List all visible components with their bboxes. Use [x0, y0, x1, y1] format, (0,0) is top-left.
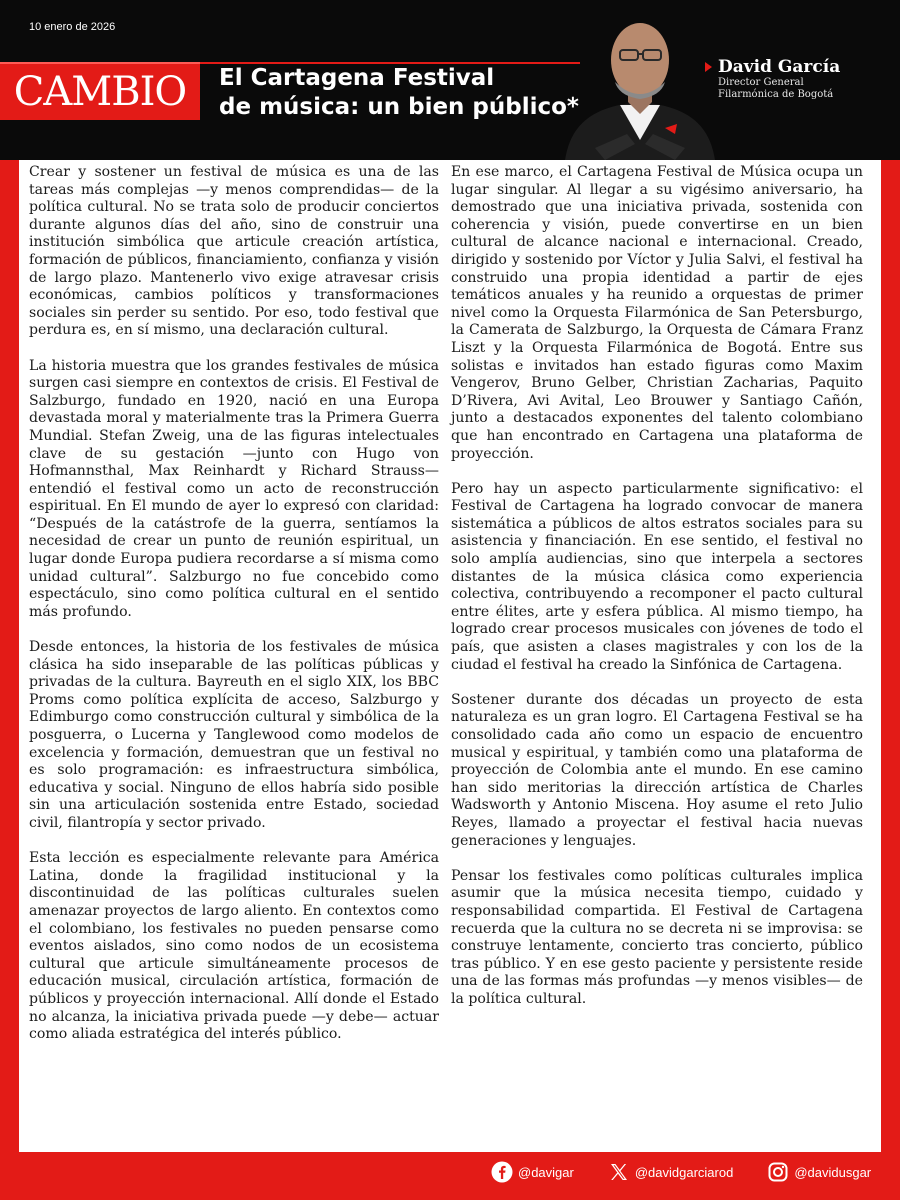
- x-link[interactable]: [608, 1161, 733, 1183]
- headline-line-2: de música: un bien público*: [219, 94, 579, 120]
- headline-box: [200, 62, 580, 120]
- paragraph: Pensar los festivales como políticas culturales implica asumir que la música necesita tiempo, cuidado y responsabilidad compartida. El Festival de Cartagena recuerda que la cultura no se decreta ni se improvisa: se construye lentamente, concierto tras concierto, público tras público. Y en ese gesto paciente y persistente reside una de las formas más profundas —y menos visibles— de la política cultural.: [451, 867, 863, 1007]
- social-footer: [455, 1152, 900, 1192]
- article-column-right: [451, 164, 863, 1026]
- logo-text: CAMBIO: [13, 69, 187, 115]
- x-icon: [608, 1161, 630, 1183]
- article-headline: [219, 64, 589, 122]
- paragraph: Esta lección es especialmente relevante para América Latina, donde la fragilidad institucional y la discontinuidad de las políticas culturales suelen amenazar proyectos de largo aliento. En contextos como el colombiano, los festivales no pueden pensarse como eventos aislados, sino como nodos de un ecosistema cultural que articule simultáneamente procesos de educación musical, circulación artística, formación de públicos y proyección internacional. Allí donde el Estado no alcanza, la iniciativa privada puede —y debe— actuar como aliada estratégica del interés público.: [29, 850, 439, 1043]
- author-portrait: [565, 10, 715, 160]
- paragraph: La historia muestra que los grandes festivales de música surgen casi siempre en contextos de crisis. El Festival de Salzburgo, fundado en 1920, nació en una Europa devastada moral y materialmente tras la Primera Guerra Mundial. Stefan Zweig, una de las figuras intelectuales clave de su gestación —junto con Hugo von Hofmannsthal, Max Reinhardt y Richard Strauss— entendió el festival como un acto de reconstrucción espiritual. En El mundo de ayer lo expresó con claridad: “Después de la catástrofe de la guerra, sentíamos la necesidad de crear un punto de reunión espiritual, un lugar donde Europa pudiera recordarse a sí misma como unidad cultural”. Salzburgo no fue concebido como espectáculo, sino como política cultural en el sentido más profundo.: [29, 357, 439, 620]
- header-bar: [0, 0, 900, 160]
- cambio-logo: [0, 62, 200, 120]
- paragraph: Crear y sostener un festival de música es una de las tareas más complejas —y menos comprendidas— de la política cultural. No se trata solo de producir conciertos durante algunos días del año, sino de construir una institución simbólica que articule creación artística, formación de públicos, financiamiento, confianza y visión de largo plazo. Mantenerlo vivo exige atravesar crisis económicas, cambios políticos y transformaciones sociales sin perder su sentido. Por eso, todo festival que perdura es, en sí mismo, una declaración cultural.: [29, 164, 439, 339]
- instagram-handle: @davidusgar: [794, 1164, 872, 1180]
- facebook-icon: [491, 1161, 513, 1183]
- author-organization: Filarmónica de Bogotá: [718, 89, 834, 100]
- paragraph: Sostener durante dos décadas un proyecto de esta naturaleza es un gran logro. El Cartagena Festival se ha consolidado cada año como un espacio de encuentro musical y espiritual, y también como una plataforma de proyección de Colombia ante el mundo. En ese camino han sido meritorias la dirección artística de Charles Wadsworth y Antonio Miscena. Hoy asume el reto Julio Reyes, llamado a proyectar el festival hacia nuevas generaciones y lenguajes.: [451, 691, 863, 849]
- article-body: [19, 160, 881, 1152]
- paragraph: Pero hay un aspecto particularmente significativo: el Festival de Cartagena ha logrado convocar de manera sistemática a públicos de altos estratos sociales para su asistencia y financiación. En ese sentido, el festival no solo amplía audiencias, sino que interpela a sectores distantes de la música clásica como experiencia colectiva, contribuyendo a recomponer el pacto cultural entre élites, arte y esfera pública. Al mismo tiempo, ha logrado crear procesos musicales con jóvenes de todo el país, que asisten a clases magistrales y con los de la ciudad el festival ha creado la Sinfónica de Cartagena.: [451, 480, 863, 673]
- x-handle: @davidgarciarod: [634, 1164, 734, 1180]
- author-role: Director General: [718, 77, 804, 88]
- instagram-icon: [767, 1161, 789, 1183]
- paragraph: En ese marco, el Cartagena Festival de Música ocupa un lugar singular. Al llegar a su vigésimo aniversario, ha demostrado que una iniciativa privada, sostenida con coherencia y visión, puede convertirse en un bien cultural de alcance nacional e internacional. Creado, dirigido y sostenido por Víctor y Julia Salvi, el festival ha construido una propia identidad a partir de ejes temáticos anuales y ha reunido a orquestas de primer nivel como la Orquesta Filarmónica de San Petersburgo, la Camerata de Salzburgo, la Orquesta de Cámara Franz Liszt y la Orquesta Filarmónica de Bogotá. Entre sus solistas e invitados han estado figuras como Maxim Vengerov, Bruno Gelber, Christian Zacharias, Paquito D’Rivera, Avi Avital, Leo Brouwer y Santiago Cañón, junto a destacados exponentes del talento colombiano que han encontrado en Cartagena una plataforma de proyección.: [451, 164, 863, 462]
- author-name: David García: [705, 57, 895, 77]
- headline-line-1: El Cartagena Festival: [219, 65, 495, 91]
- article-column-left: [29, 164, 439, 1061]
- instagram-link[interactable]: [767, 1161, 871, 1183]
- facebook-handle: @davigar: [518, 1164, 574, 1180]
- paragraph: Desde entonces, la historia de los festivales de música clásica ha sido inseparable de las políticas públicas y privadas de la cultura. Bayreuth en el siglo XIX, los BBC Proms como política explícita de acceso, Salzburgo y Edimburgo como construcción cultural y simbólica de la posguerra, o Lucerna y Tanglewood como modelos de excelencia y formación, demuestran que un festival no es solo programación: es infraestructura simbólica, educativa y social. Ninguno de ellos habría sido posible sin una articulación sostenida entre Estado, sociedad civil, filantropía y sector privado.: [29, 639, 439, 831]
- facebook-link[interactable]: [491, 1161, 574, 1183]
- author-block: [705, 57, 895, 101]
- publication-date: 10 enero de 2026: [29, 21, 116, 33]
